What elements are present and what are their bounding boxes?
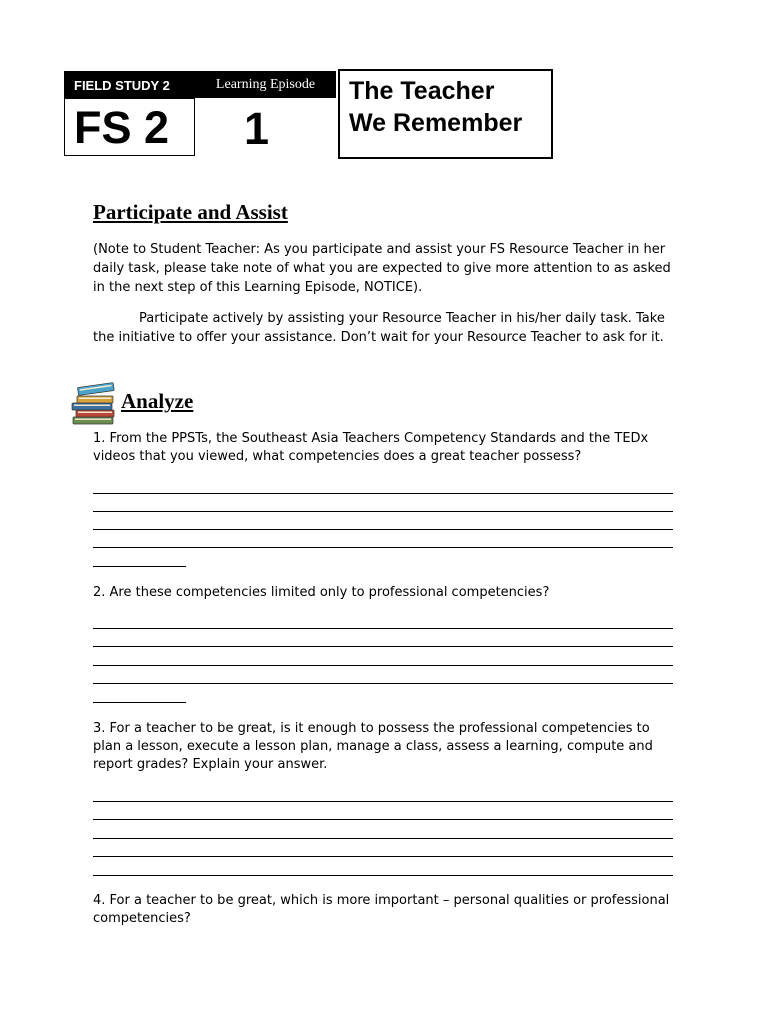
stack-of-books-icon [70, 380, 118, 426]
episode-title [338, 69, 553, 159]
answer-line [93, 646, 673, 647]
answer-line [93, 801, 673, 802]
participate-heading: Participate and Assist [93, 200, 288, 224]
answer-line [93, 838, 673, 839]
course-box [64, 71, 195, 156]
question-1: 1. From the PPSTs, the Southeast Asia Teachers Competency Standards and the TEDx videos that you viewed, what competencies does a great teacher possess? [93, 431, 649, 464]
question-4: 4. For a teacher to be great, which is more important – personal qualities or professional competencies? [93, 893, 670, 926]
answer-line [93, 547, 673, 548]
answer-line [93, 702, 186, 703]
answer-line [93, 566, 186, 567]
answer-line [93, 511, 673, 512]
episode-title-line2: We Remember [349, 109, 523, 137]
episode-label: Learning Episode [195, 71, 336, 98]
analyze-heading: Analyze [121, 389, 194, 413]
answer-line [93, 875, 673, 876]
instruction-paragraph: Participate actively by assisting your Resource Teacher in his/her daily task. Take the initiative to offer your assistance. Don’t wait for your Resource Teacher to ask for it. [93, 311, 665, 345]
note-paragraph: (Note to Student Teacher: As you participate and assist your FS Resource Teacher in her daily task, please take note of what you are expected to give more attention to as asked in the next step of this Learning Episode, NOTICE). [93, 242, 671, 295]
course-code: FS 2 [74, 102, 170, 153]
episode-box [195, 71, 336, 156]
answer-line [93, 493, 673, 494]
answer-line [93, 856, 673, 857]
answer-line [93, 683, 673, 684]
answer-line [93, 819, 673, 820]
answer-line [93, 529, 673, 530]
answer-line [93, 665, 673, 666]
course-label: FIELD STUDY 2 [65, 72, 194, 99]
answer-line [93, 628, 673, 629]
episode-number: 1 [243, 103, 270, 154]
episode-title-line1: The Teacher [349, 77, 495, 105]
question-2: 2. Are these competencies limited only to professional competencies? [93, 585, 550, 600]
question-3: 3. For a teacher to be great, is it enough to possess the professional competencies to plan a lesson, execute a lesson plan, manage a class, assess a learning, compute and report grades? Explain your answer. [93, 721, 653, 772]
